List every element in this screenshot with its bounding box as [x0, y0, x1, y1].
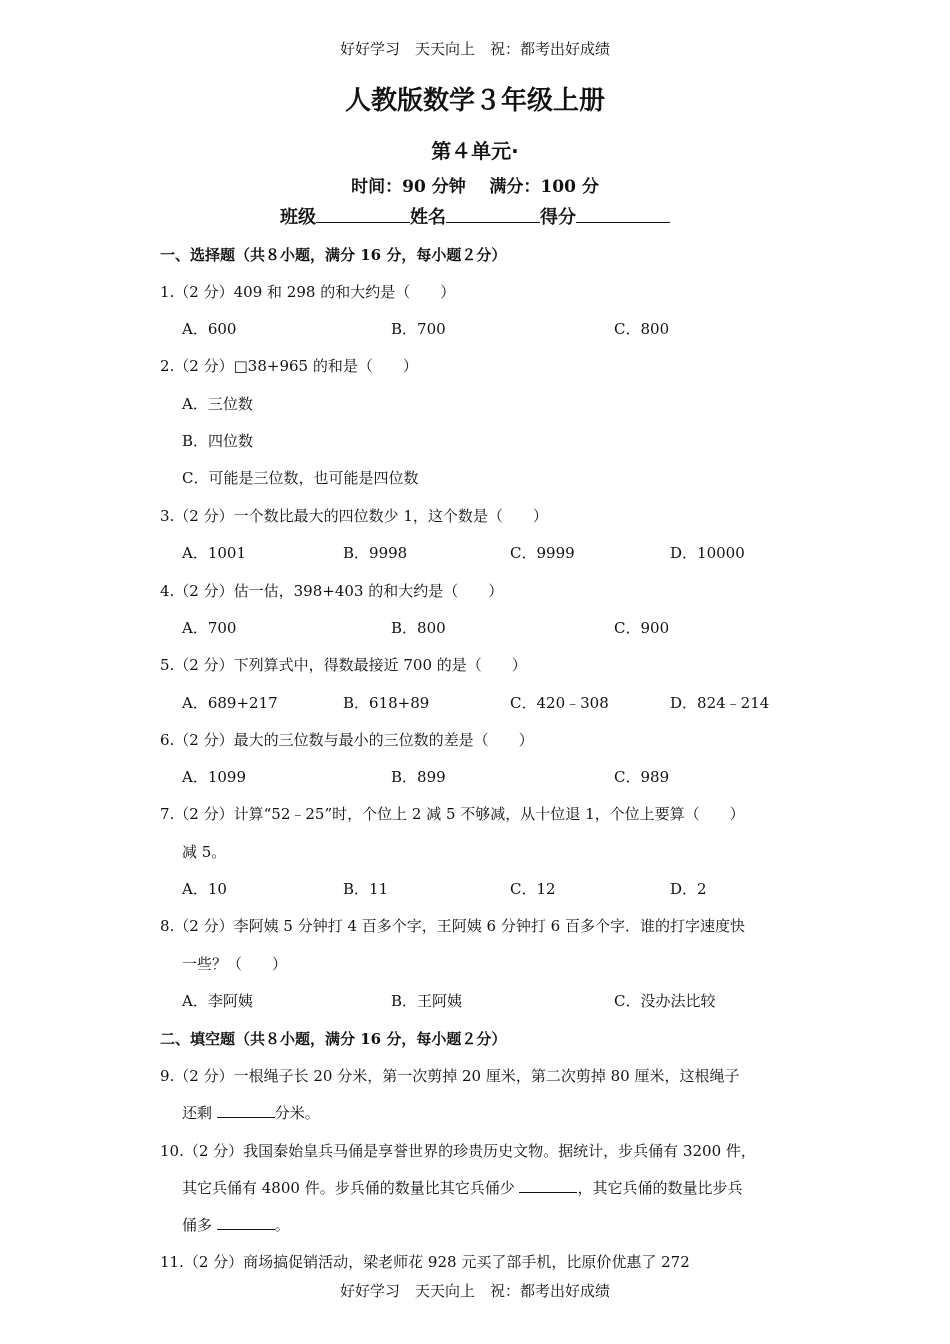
page-footer: 好好学习 天天向上 祝：都考出好成绩	[339, 1282, 610, 1300]
q10-answer-blank-2[interactable]	[217, 1215, 275, 1230]
question-4: 4.（2 分）估一估，398+403 的和大约是（ ）	[160, 582, 504, 600]
question-7: 7.（2 分）计算“52﹣25”时，个位上 2 减 5 不够减，从十位退 1，个位上要算（ ）	[160, 805, 745, 823]
question-1: 1.（2 分）409 和 298 的和大约是（ ）	[160, 283, 456, 301]
score-total-label: 满分：100 分	[489, 177, 599, 197]
question-6: 6.（2 分）最大的三位数与最小的三位数的差是（ ）	[160, 731, 534, 749]
q10-line2-suffix: ，其它兵俑的数量比步兵	[577, 1179, 743, 1197]
q6-option-a[interactable]: A．1099	[182, 768, 247, 786]
q7-option-b[interactable]: B．11	[343, 880, 389, 898]
exam-meta	[0, 172, 950, 197]
question-11: 11.（2 分）商场搞促销活动，梁老师花 928 元买了部手机，比原价优惠了 272	[160, 1253, 690, 1271]
q6-option-b[interactable]: B．899	[391, 768, 446, 786]
class-blank[interactable]	[316, 204, 410, 223]
q5-option-d[interactable]: D．824﹣214	[670, 694, 770, 712]
question-8-cont: 一些？（ ）	[182, 955, 288, 973]
q3-option-d[interactable]: D．10000	[670, 544, 745, 562]
q4-option-b[interactable]: B．800	[391, 619, 446, 637]
q10-answer-blank-1[interactable]	[519, 1178, 577, 1193]
q1-option-c[interactable]: C．800	[614, 320, 670, 338]
q9-prefix: 还剩	[182, 1104, 217, 1122]
question-10-line2	[182, 1177, 743, 1198]
q4-option-c[interactable]: C．900	[614, 619, 670, 637]
unit-subtitle: 第４单元·	[431, 139, 519, 163]
q9-answer-blank[interactable]	[217, 1103, 275, 1118]
q7-option-a[interactable]: A．10	[182, 880, 227, 898]
q2-option-c[interactable]: C．可能是三位数，也可能是四位数	[182, 469, 419, 487]
q10-line3-suffix: 。	[274, 1216, 290, 1234]
question-7-cont: 减 5。	[182, 843, 227, 861]
question-5: 5.（2 分）下列算式中，得数最接近 700 的是（ ）	[160, 656, 527, 674]
question-2: 2.（2 分）□38+965 的和是（ ）	[160, 357, 418, 375]
score-blank[interactable]	[576, 204, 670, 223]
q3-option-c[interactable]: C．9999	[510, 544, 575, 562]
question-9-cont	[182, 1102, 320, 1123]
q1-option-a[interactable]: A．600	[182, 320, 237, 338]
q2-option-a[interactable]: A．三位数	[182, 395, 253, 413]
q7-option-d[interactable]: D．2	[670, 880, 707, 898]
q5-option-b[interactable]: B．618+89	[343, 694, 430, 712]
q3-option-b[interactable]: B．9998	[343, 544, 408, 562]
q8-option-b[interactable]: B．王阿姨	[391, 992, 463, 1010]
time-label: 时间：90 分钟	[351, 177, 466, 197]
q10-line2-prefix: 其它兵俑有 4800 件。步兵俑的数量比其它兵俑少	[182, 1179, 520, 1197]
q8-option-c[interactable]: C．没办法比较	[614, 992, 716, 1010]
question-9: 9.（2 分）一根绳子长 20 分米，第一次剪掉 20 厘米，第二次剪掉 80 厘米，这根绳子	[160, 1067, 740, 1085]
q1-option-b[interactable]: B．700	[391, 320, 446, 338]
q3-option-a[interactable]: A．1001	[182, 544, 247, 562]
student-info-line	[0, 203, 950, 229]
name-label: 姓名	[410, 207, 446, 228]
question-10-line3	[182, 1214, 290, 1235]
question-8: 8.（2 分）李阿姨 5 分钟打 4 百多个字，王阿姨 6 分钟打 6 百多个字．谁的打字速度快	[160, 917, 745, 935]
section-heading-choice: 一、选择题（共８小题，满分 16 分，每小题２分）	[160, 246, 507, 264]
q5-option-c[interactable]: C．420﹣308	[510, 694, 609, 712]
q9-suffix: 分米。	[274, 1104, 320, 1122]
class-label: 班级	[280, 207, 316, 228]
score-label: 得分	[540, 207, 576, 228]
name-blank[interactable]	[446, 204, 540, 223]
page-title: 人教版数学３年级上册	[344, 86, 605, 116]
q7-option-c[interactable]: C．12	[510, 880, 556, 898]
q6-option-c[interactable]: C．989	[614, 768, 670, 786]
q2-option-b[interactable]: B．四位数	[182, 432, 254, 450]
question-10: 10.（2 分）我国秦始皇兵马俑是享誉世界的珍贵历史文物。据统计，步兵俑有 3200 件，	[160, 1142, 756, 1160]
section-heading-fill: 二、填空题（共８小题，满分 16 分，每小题２分）	[160, 1030, 507, 1048]
page-header: 好好学习 天天向上 祝：都考出好成绩	[339, 40, 610, 58]
q5-option-a[interactable]: A．689+217	[182, 694, 278, 712]
q4-option-a[interactable]: A．700	[182, 619, 237, 637]
q10-line3-prefix: 俑多	[182, 1216, 217, 1234]
question-3: 3.（2 分）一个数比最大的四位数少 1，这个数是（ ）	[160, 507, 548, 525]
q8-option-a[interactable]: A．李阿姨	[182, 992, 253, 1010]
